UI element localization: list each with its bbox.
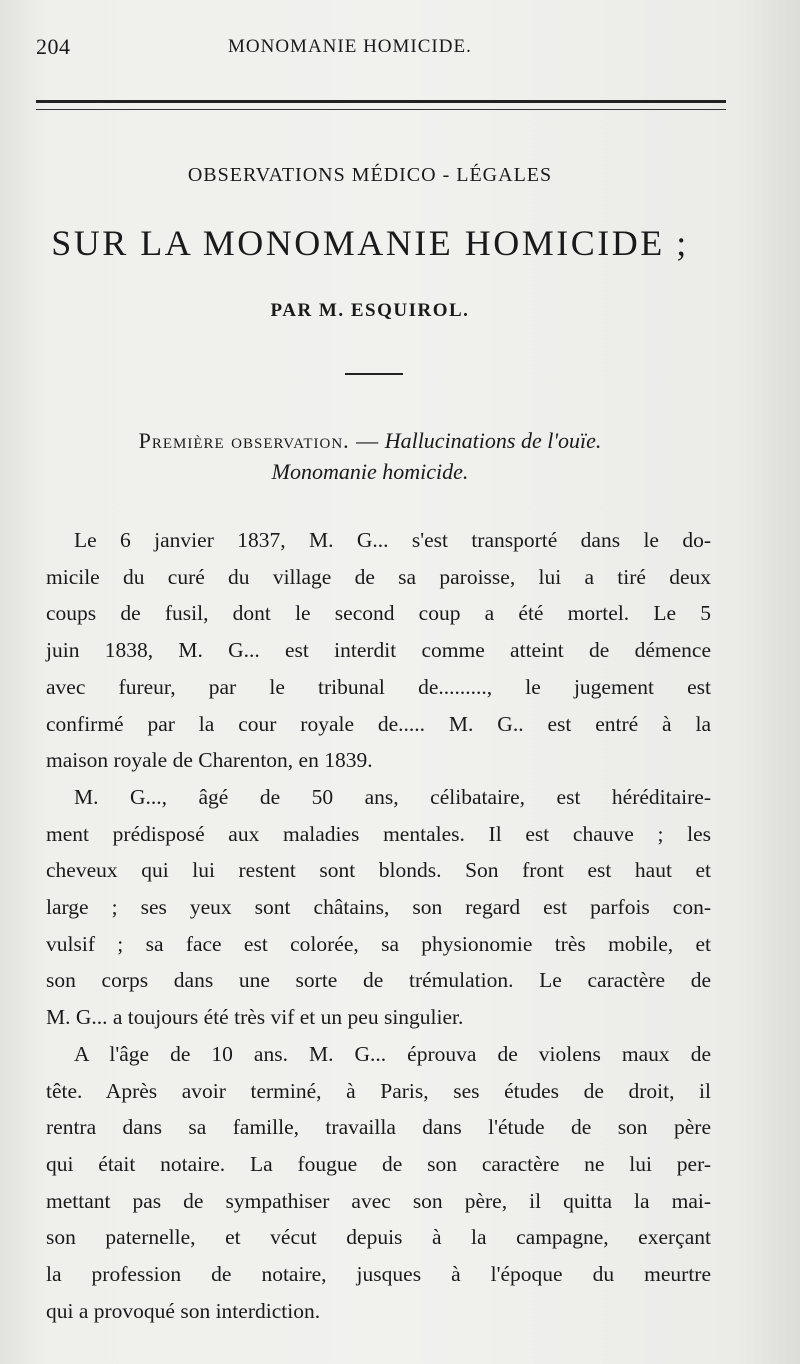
observation-heading-italic: Hallucinations de l'ouïe.: [384, 428, 602, 453]
text-line: micile du curé du village de sa paroisse, lui a tiré deux: [46, 564, 711, 589]
text-line: mettant pas de sympathiser avec son père, il quitta la mai-: [46, 1188, 711, 1213]
text-line: maison royale de Charenton, en 1839.: [46, 748, 373, 773]
paragraph-1: [46, 522, 711, 779]
paragraph-2: [46, 779, 711, 1036]
body-text: [46, 522, 711, 1329]
text-line: juin 1838, M. G... est interdit comme atteint de démence: [46, 638, 711, 663]
text-line: qui a provoqué son interdiction.: [46, 1298, 321, 1323]
article-author: PAR M. ESQUIROL.: [270, 300, 470, 321]
text-line: A l'âge de 10 ans. M. G... éprouva de violens maux de: [74, 1041, 711, 1066]
text-line: coups de fusil, dont le second coup a été mortel. Le 5: [46, 601, 711, 626]
text-line: M. G..., âgé de 50 ans, célibataire, est héréditaire-: [74, 784, 711, 809]
text-line: tête. Après avoir terminé, à Paris, ses études de droit, il: [46, 1078, 711, 1103]
section-divider: [345, 373, 403, 375]
article-supertitle: OBSERVATIONS MÉDICO - LÉGALES: [187, 164, 553, 186]
page-number: 204: [36, 34, 71, 59]
text-line: vulsif ; sa face est colorée, sa physionomie très mobile, et: [46, 931, 711, 956]
text-line: Le 6 janvier 1837, M. G... s'est transporté dans le do-: [74, 528, 711, 552]
text-line: qui était notaire. La fougue de son caractère ne lui per-: [46, 1151, 711, 1176]
text-line: avec fureur, par le tribunal de........., le jugement est: [46, 674, 711, 699]
text-line: M. G... a toujours été très vif et un peu singulier.: [46, 1005, 464, 1030]
text-line: son paternelle, et vécut depuis à la campagne, exerçant: [46, 1225, 711, 1250]
header-rule: [36, 100, 726, 110]
text-line: son corps dans une sorte de trémulation. Le caractère de: [46, 968, 711, 993]
running-head: [36, 30, 726, 70]
observation-label: Première observation. —: [138, 428, 380, 453]
text-line: rentra dans sa famille, travailla dans l'étude de son père: [46, 1115, 711, 1140]
observation-heading: [0, 424, 740, 458]
paragraph-3: [46, 1036, 711, 1330]
text-line: confirmé par la cour royale de..... M. G.. est entré à la: [46, 711, 711, 736]
text-line: large ; ses yeux sont châtains, son regard est parfois con-: [46, 895, 711, 920]
running-title: MONOMANIE HOMICIDE.: [228, 36, 472, 57]
text-line: la profession de notaire, jusques à l'époque du meurtre: [46, 1262, 711, 1287]
observation-subheading: Monomanie homicide.: [271, 459, 469, 484]
text-line: ment prédisposé aux maladies mentales. Il est chauve ; les: [46, 821, 711, 846]
text-line: cheveux qui lui restent sont blonds. Son front est haut et: [46, 858, 711, 883]
article-title: SUR LA MONOMANIE HOMICIDE ;: [51, 223, 689, 263]
